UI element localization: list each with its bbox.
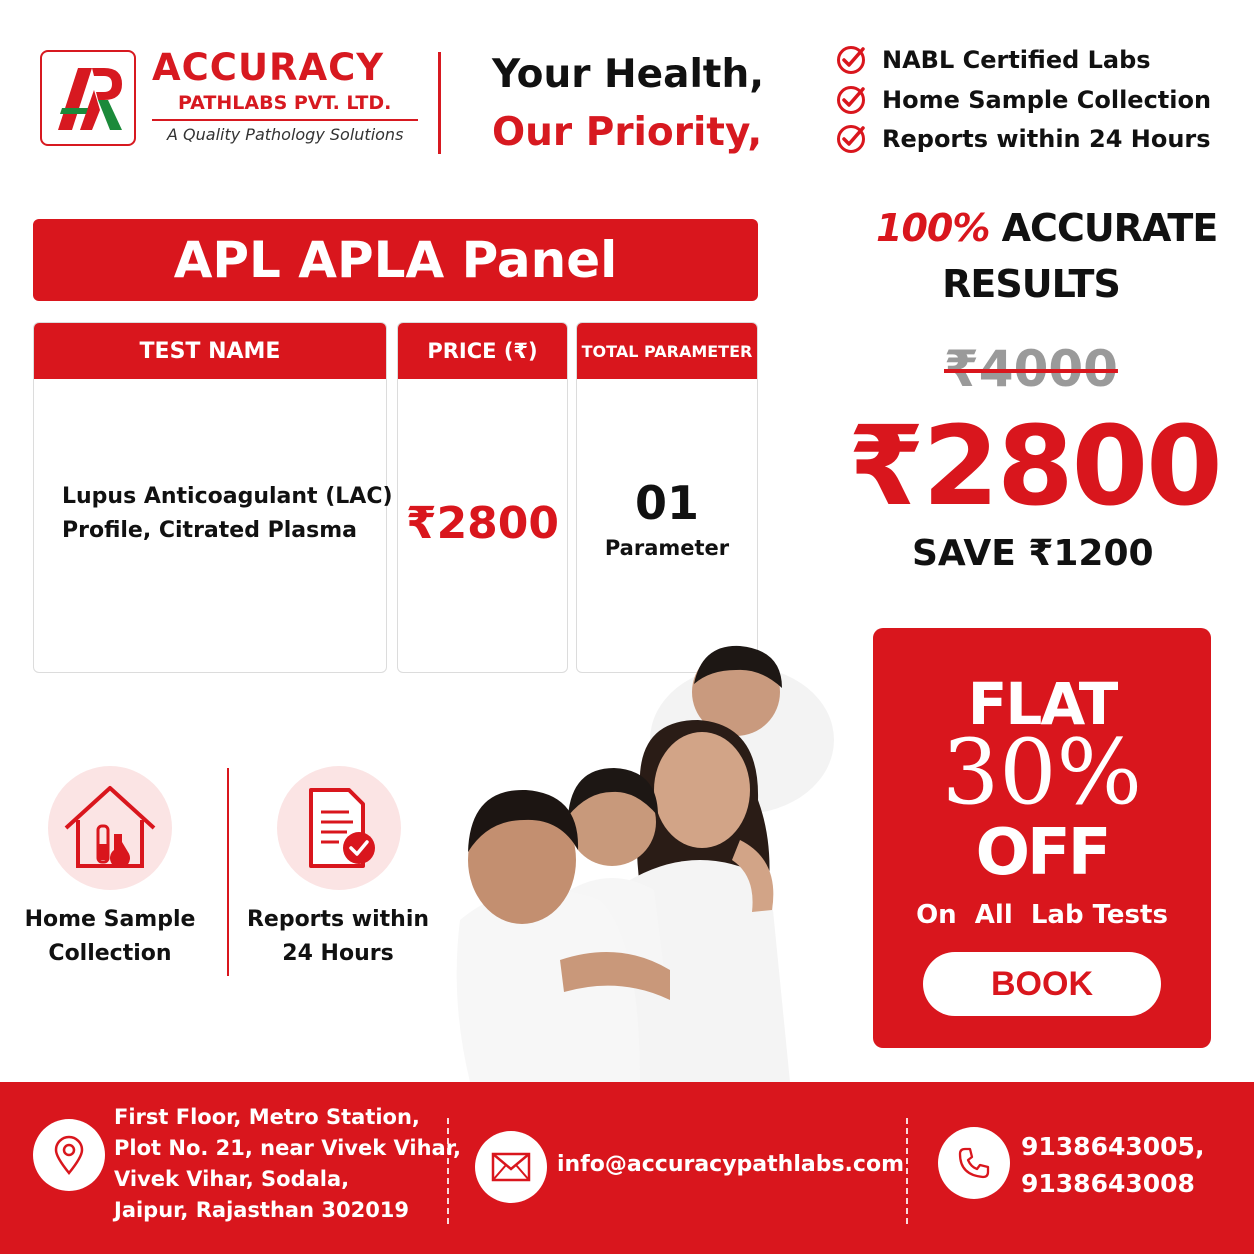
accurate-headline — [876, 206, 1218, 250]
footer-email-link[interactable]: info@accuracypathlabs.com — [557, 1152, 904, 1177]
home-sample-icon-badge — [48, 766, 172, 890]
address-line-3: Vivek Vihar, Sodala, — [114, 1167, 350, 1191]
feature-report-label — [238, 903, 438, 971]
check-circle-icon — [836, 124, 866, 154]
footer-phones — [1021, 1128, 1204, 1202]
report-check-icon — [277, 766, 401, 890]
brand-logo — [40, 50, 136, 146]
feature-divider — [227, 768, 229, 976]
header-total-parameter: TOTAL PARAMETER — [577, 323, 757, 379]
header-divider — [438, 52, 441, 154]
feature-home-line-1: Home Sample — [24, 907, 196, 932]
offer-off: OFF — [975, 816, 1109, 890]
footer-divider-1 — [447, 1118, 449, 1224]
mail-icon — [491, 1152, 531, 1182]
test-name-line-2: Profile, Citrated Plasma — [62, 518, 357, 543]
footer-address — [114, 1102, 461, 1226]
family-photo — [440, 640, 880, 1082]
accurate-word: ACCURATE — [1001, 206, 1218, 250]
feature-home-label — [10, 903, 210, 971]
feature-nabl-label: NABL Certified Labs — [882, 46, 1151, 74]
brand-rule — [152, 119, 418, 121]
feature-report-line-2: 24 Hours — [282, 941, 394, 966]
offer-percent: 30% — [941, 720, 1143, 825]
test-name-line-1: Lupus Anticoagulant (LAC) — [62, 484, 393, 509]
feature-reports — [836, 124, 1211, 154]
book-button[interactable]: BOOK — [923, 952, 1161, 1016]
check-circle-icon — [836, 85, 866, 115]
ap-logo-icon — [42, 52, 134, 144]
slogan-line-1: Your Health, — [492, 52, 765, 97]
feature-home-sample — [836, 85, 1211, 115]
price-cell: ₹2800 — [405, 498, 560, 549]
save-amount: SAVE ₹1200 — [912, 533, 1154, 574]
old-price: ₹4000 — [944, 340, 1118, 398]
phone-icon — [957, 1146, 991, 1180]
feature-home-sample-label: Home Sample Collection — [882, 86, 1212, 114]
phone-icon-badge — [938, 1127, 1010, 1199]
parameter-count: 01 — [634, 476, 699, 530]
mail-icon-badge — [475, 1131, 547, 1203]
phone-number-1[interactable]: 9138643005, — [1021, 1132, 1205, 1161]
location-pin-icon — [52, 1135, 86, 1175]
feature-nabl — [836, 45, 1151, 75]
slogan-line-2: Our Priority, — [492, 110, 763, 155]
header-price: PRICE (₹) — [398, 323, 567, 379]
offer-flat: FLAT — [967, 670, 1117, 738]
brand-subtitle: PATHLABS PVT. LTD. — [178, 92, 392, 114]
brand-tagline: A Quality Pathology Solutions — [167, 125, 404, 144]
address-line-2: Plot No. 21, near Vivek Vihar, — [114, 1136, 461, 1160]
brand-name: ACCURACY — [152, 46, 385, 89]
address-line-1: First Floor, Metro Station, — [114, 1105, 420, 1129]
report-icon-badge — [277, 766, 401, 890]
offer-subtitle: On All Lab Tests — [916, 900, 1168, 930]
feature-report-line-1: Reports within — [246, 907, 430, 932]
test-name-cell — [62, 480, 393, 548]
feature-reports-label: Reports within 24 Hours — [882, 125, 1211, 153]
new-price: ₹2800 — [848, 402, 1221, 530]
header-test-name: TEST NAME — [34, 323, 386, 379]
address-icon-badge — [33, 1119, 105, 1191]
panel-title: APL APLA Panel — [33, 219, 758, 301]
home-sample-icon — [48, 766, 172, 890]
accurate-results: RESULTS — [942, 262, 1120, 306]
check-circle-icon — [836, 45, 866, 75]
parameter-unit: Parameter — [604, 536, 730, 560]
offer-card — [873, 628, 1211, 1048]
address-line-4: Jaipur, Rajasthan 302019 — [114, 1198, 410, 1222]
feature-home-line-2: Collection — [48, 941, 172, 966]
footer-divider-2 — [906, 1118, 908, 1224]
accurate-percent: 100% — [876, 206, 990, 250]
phone-number-2[interactable]: 9138643008 — [1021, 1169, 1195, 1198]
